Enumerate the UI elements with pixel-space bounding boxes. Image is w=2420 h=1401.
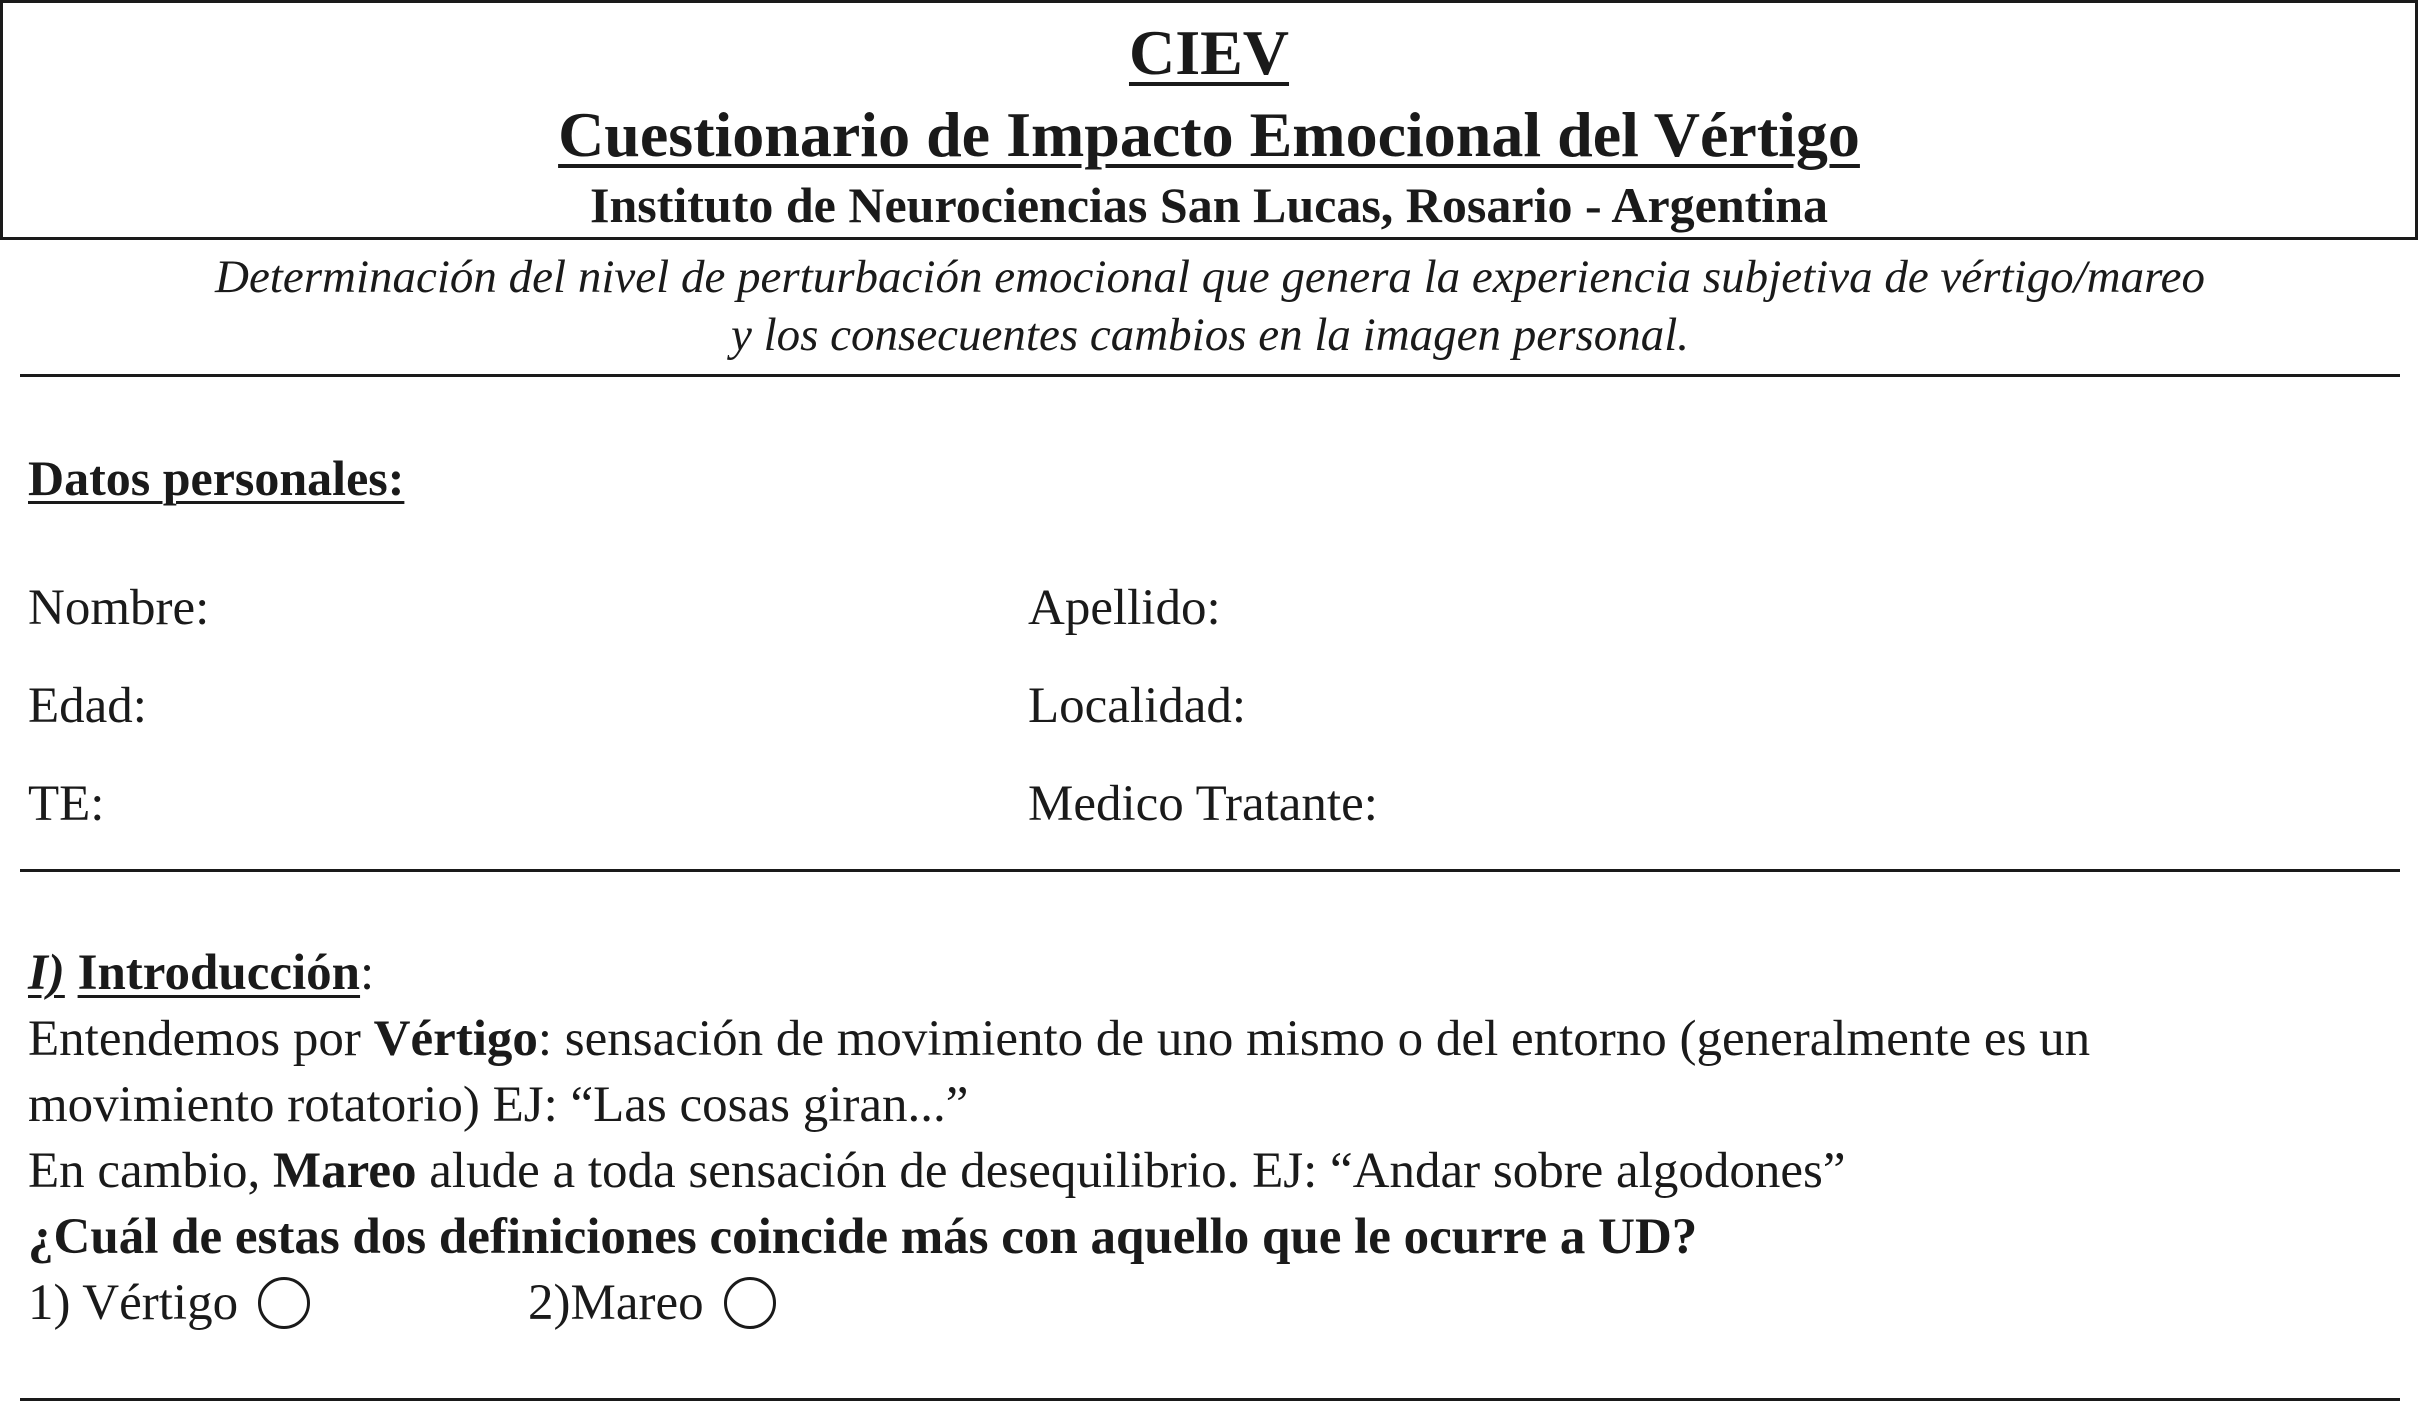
option-mareo[interactable] — [528, 1270, 776, 1336]
introduction-heading — [28, 940, 2398, 1006]
description-line-2: y los consecuentes cambios en la imagen personal. — [730, 309, 1690, 361]
option-vertigo-label: 1) Vértigo — [28, 1275, 239, 1331]
vertigo-prefix: Entendemos por — [28, 1011, 374, 1067]
mareo-definition-text: alude a toda sensación de desequilibrio. EJ: “Andar sobre algodones” — [416, 1143, 1846, 1199]
vertigo-definition-continued: movimiento rotatorio) EJ: “Las cosas giran...” — [28, 1077, 969, 1133]
form-title: Cuestionario de Impacto Emocional del Vértigo — [558, 99, 1860, 170]
introduction-title: Introducción — [77, 945, 361, 1001]
medico-field-label: Medico Tratante: — [1028, 776, 1378, 832]
answer-options — [28, 1270, 2398, 1340]
title-box — [0, 0, 2418, 240]
mareo-term: Mareo — [273, 1143, 417, 1199]
section-numeral: I) — [28, 945, 65, 1001]
introduction-section — [28, 940, 2398, 1340]
vertigo-definition-text: : sensación de movimiento de uno mismo o del entorno (generalmente es un — [537, 1011, 2091, 1067]
heading-colon: : — [360, 945, 375, 1001]
edad-field-label: Edad: — [28, 678, 147, 734]
option-mareo-label: 2)Mareo — [528, 1275, 704, 1331]
vertigo-term: Vértigo — [373, 1011, 538, 1067]
mareo-definition — [28, 1138, 2398, 1204]
option-mareo-radio[interactable] — [724, 1277, 776, 1329]
form-acronym: CIEV — [1128, 17, 1290, 88]
te-field-label: TE: — [28, 776, 105, 832]
institution-name: Instituto de Neurociencias San Lucas, Rosario - Argentina — [589, 177, 1828, 233]
divider — [20, 869, 2400, 872]
apellido-field-label: Apellido: — [1028, 580, 1221, 636]
option-vertigo-radio[interactable] — [258, 1277, 310, 1329]
divider — [20, 374, 2400, 377]
description-line-1: Determinación del nivel de perturbación emocional que genera la experiencia subjetiva de vértigo/mareo — [215, 251, 2205, 303]
form-description — [0, 248, 2420, 364]
vertigo-definition — [28, 1006, 2398, 1072]
mareo-prefix: En cambio, — [28, 1143, 274, 1199]
option-vertigo[interactable] — [28, 1270, 310, 1336]
definition-question: ¿Cuál de estas dos definiciones coincide más con aquello que le ocurre a UD? — [28, 1209, 1698, 1265]
personal-data-heading: Datos personales: — [28, 450, 405, 506]
localidad-field-label: Localidad: — [1028, 678, 1247, 734]
nombre-field-label: Nombre: — [28, 580, 210, 636]
